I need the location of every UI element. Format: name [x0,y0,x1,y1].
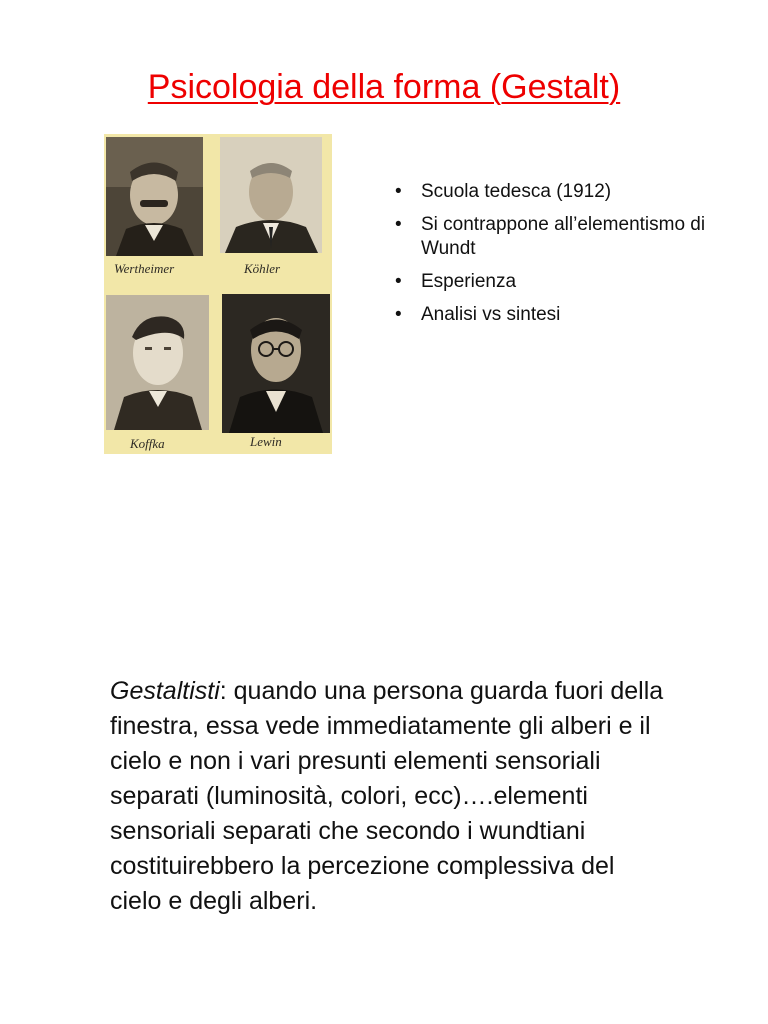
bullet-analysis-synthesis: • Analisi vs sintesi [395,303,725,327]
gestaltists-description [110,674,670,919]
portrait-wertheimer [106,137,203,256]
portrait-lewin [222,294,330,433]
bullet-school: • Scuola tedesca (1912) [395,180,725,204]
portrait-photo-icon [222,294,330,433]
caption-wertheimer: Wertheimer [114,261,175,276]
caption-koffka: Koffka [130,436,165,451]
portrait-koffka [106,295,209,430]
gestaltists-term: Gestaltisti [110,677,220,705]
gestaltists-explanation: : quando una persona guarda fuori della finestra, essa vede immediatamente gli alberi e il cielo e non i vari presunti elementi sensoriali separati (luminosità, colori, ecc)….elementi sensoriali separati che secondo i wundtiani costituirebbero la percezione complessiva del cielo e degli alberi. [110,677,664,915]
bullet-contrast-wundt: • Si contrappone all’elementismo di Wundt [395,213,725,261]
caption-lewin: Lewin [250,434,282,449]
psychologists-photo-collage [104,134,332,454]
bullet-experience: • Esperienza [395,270,725,294]
portrait-photo-icon [106,295,209,430]
gestalt-bullet-list [395,180,725,336]
page-title: Psicologia della forma (Gestalt) [147,68,621,106]
caption-kohler: Köhler [244,261,281,276]
portrait-photo-icon [220,137,322,253]
portrait-photo-icon [106,137,203,256]
portrait-kohler [220,137,322,253]
